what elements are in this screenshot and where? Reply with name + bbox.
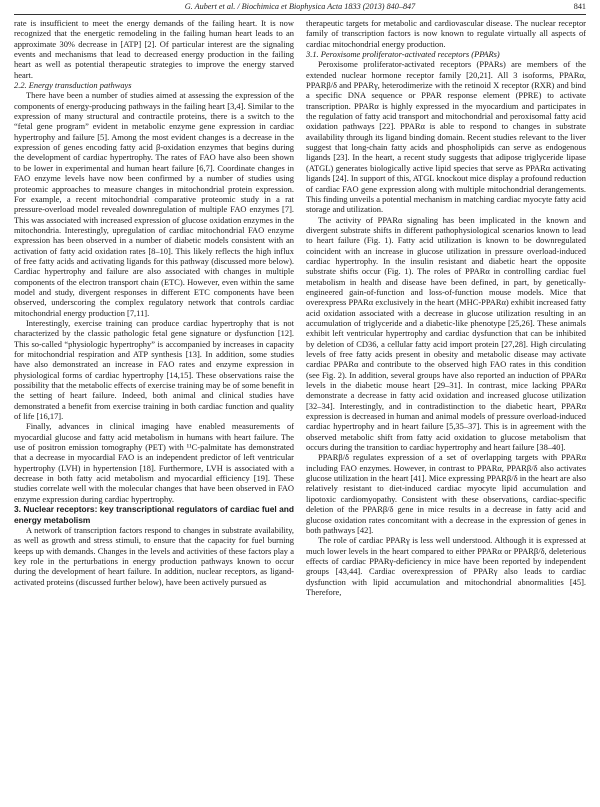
paragraph: Peroxisome proliferator-activated receptors (PPARs) are members of the extended nuclear hormone receptor family [20,21]. All 3 isoforms, PPARα, PPARβ/δ and PPARγ, heterodimerize with the retinoid X receptor (RXR) and bind a specific DNA sequence or PPAR response element (PPRE) to activate transcription. PPARα is highly expressed in the myocardium and participates in the regulation of fatty acid transport and mitochondrial and peroxisomal fatty acid oxidation pathways [22]. PPARα is able to respond to changes in substrate availability through its ligand binding domain. Recent studies relevant to the liver suggest that long-chain fatty acids and phospholipids can serve as endogenous ligands [23]. In the heart, a recent study suggests that adipose triglyceride lipase (ATGL) generates biologically active lipid species that serve as PPARα activating ligands [24]. In support of this, ATGL knockout mice display a profound reduction of cardiac FAO gene expression along with multiple mitochondrial derangements. This finding unveils a potential mechanism in matching cardiac myocyte fatty acid storage and utilization. [306, 59, 586, 215]
paragraph: Interestingly, exercise training can produce cardiac hypertrophy that is not characterized by the classic pathologic fetal gene signature or dysfunction [12]. This so-called “physiologic hypertrophy” is accompanied by increases in capacity for mitochondrial respiration and ATP synthesis [13]. In addition, some studies have also demonstrated an increase in FAO rates and enzyme expression in physiological forms of cardiac hypertrophy [14,15]. These observations raise the possibility that the metabolic effects of exercise training may be of some benefit in the setting of heart failure. Indeed, both animal and clinical studies have demonstrated a benefit from exercise training in both cardiac function and quality of life [16,17]. [14, 317, 294, 422]
section-heading: 3. Nuclear receptors: key transcriptional regulators of cardiac fuel and energy metabolism [14, 504, 294, 525]
paragraph: The activity of PPARα signaling has been implicated in the known and divergent substrate shifts in different pathophysiological scenarios known to lead to heart failure (Fig. 1). Fatty acid utilization is known to be downregulated coincident with an increase in glucose utilization in pressure overload-induced cardiac hypertrophy. In the insulin resistant and diabetic heart the opposite substrate shifts occur (Fig. 1). The roles of PPARα in controlling cardiac fuel metabolism in health and disease have been defined, in part, by genetically-engineered gain-of-function and loss-of-function mouse models. Mice that overexpress PPARα exclusively in the heart (MHC-PPARα) exhibit increased fatty acid oxidation associated with a decrease in glucose utilization resulting in an accumulation of triglyceride and a diabetic-like phenotype [25,26]. These animals exhibit left ventricular hypertrophy and cardiac dysfunction that can be inhibited by deletion of CD36, a cellular fatty acid import protein [27,28]. High circulating levels of free fatty acids present in obesity and metabolic disease may activate cardiac PPARα and contribute to the observed high FAO rates in this condition (see Fig. 2). In addition, several groups have also reported an induction of PPARα levels in the diabetic mouse heart [29–31]. In contrast, mice lacking PPARα demonstrate a decrease in fatty acid oxidation and increased glucose utilization [32–34]. Interestingly, and in contradistinction to the diabetic heart, PPARα expression is decreased in human and animal models of pressure overload-induced cardiac hypertrophy and in heart failure [5,35–37]. This is in agreement with the observed metabolic shift from fatty acid oxidation to glucose metabolism that occurs during the transition to cardiac hypertrophy and heart failure [38–40]. [306, 214, 586, 453]
running-header [14, 0, 586, 15]
journal-citation: G. Aubert et al. / Biochimica et Biophysica Acta 1833 (2013) 840–847 [184, 2, 416, 11]
subsection-heading: 2.2. Energy transduction pathways [14, 80, 132, 91]
paragraph: PPARβ/δ regulates expression of a set of overlapping targets with PPARα including FAO enzymes. However, in contrast to PPARα, PPARβ/δ also activates glucose utilization in the heart [41]. Mice expressing PPARβ/δ in the heart are also relatively resistant to diet-induced cardiac myocyte lipid accumulation and lipotoxic cardiomyopathy. Consistent with these observations, cardiac-specific deletion of the PPARβ/δ gene in mice results in a decrease in fatty acid and glucose oxidation rates concomitant with a decrease in the expression of genes in both pathways [42]. [306, 452, 586, 535]
left-column [14, 18, 294, 587]
paragraph: therapeutic targets for metabolic and cardiovascular disease. The nuclear receptor family of transcription factors is now known to regulate virtually all aspects of cardiac mitochondrial energy production. [306, 18, 586, 49]
paragraph: Finally, advances in clinical imaging have enabled measurements of myocardial glucose and fatty acid metabolism in humans with heart failure. The use of positron emission tomography (PET) with ¹¹C-palmitate has demonstrated that a decrease in myocardial FAO is an independent predictor of left ventricular hypertrophy (LVH) in hypertension [18]. Furthermore, LVH is associated with a decrease in both fatty acid metabolism and myocardial efficiency [19]. These studies correlate well with the molecular changes that have been observed in FAO enzyme expression during cardiac hypertrophy. [14, 421, 294, 504]
subsection-heading: 3.1. Peroxisome proliferator-activated receptors (PPARs) [306, 49, 500, 60]
paragraph: There have been a number of studies aimed at assessing the expression of the components of energy-producing pathways in the failing heart [3,4]. Similar to the expression of many structural and contractile proteins, there is a switch to the “fetal gene program” evident in metabolic enzyme gene expression in cardiac hypertrophy and failure [5]. Among the most evident changes is a decrease in the expression of genes encoding fatty acid β-oxidation enzymes that begins during the development of cardiac hypertrophy. The rates of FAO have also been shown to be lower in experimental and human heart failure [6,7]. Coordinate changes in FAO enzyme levels have now been confirmed by a number of studies using proteomic approaches to measure changes in mitochondrial protein expression. For example, a recent mitochondrial comparative proteomic study in a rat pressure-overload model revealed downregulation of multiple FAO enzymes [7]. This was associated with increased expression of glucose oxidation enzymes in the mitochondria. Interestingly, upregulation of cardiac mitochondrial FAO enzyme expression has been observed in a number of diabetic models consistent with an activation of fatty acid oxidation rates [8–10]. This likely reflects the high influx of free fatty acids and activating ligands for this pathway (discussed more below). Cardiac hypertrophy and failure are also associated with changes in multiple components of the electron transport chain (ETC). However, even within the same model and study, divergent responses in different ETC components have been observed, underscoring the complex regulatory network that controls cardiac mitochondrial energy production [7,11]. [14, 90, 295, 318]
right-column [306, 18, 586, 597]
paragraph: rate is insufficient to meet the energy demands of the failing heart. It is now recognized that the energetic remodeling in the failing human heart leads to an approximate 30% decrease in [ATP] [2]. Of particular interest are the signaling events and mechanisms that lead to decreased energy production in the failing heart as well as potential therapeutic strategies to improve the energy starved heart. [14, 18, 294, 80]
page-number: 841 [573, 2, 586, 11]
paragraph: A network of transcription factors respond to changes in substrate availability, as well as growth and stress stimuli, to ensure that the capacity for fuel burning keeps up with demands. Changes in the levels and activities of these factors play a key role in the perturbations in energy production pathways known to occur during the development of heart failure. In addition, nuclear receptors, as ligand-activated proteins (discussed further below), have been actively pursued as [14, 524, 294, 587]
paragraph: The role of cardiac PPARγ is less well understood. Although it is expressed at much lower levels in the heart compared to either PPARα or PPARβ/δ, deleterious effects of cardiac PPARγ-deficiency in mice have been reported by independent groups [43,44]. Cardiac overexpression of PPARγ also leads to cardiac dysfunction with lipid accumulation and mitochondrial abnormalities [45]. Therefore, [306, 535, 586, 597]
